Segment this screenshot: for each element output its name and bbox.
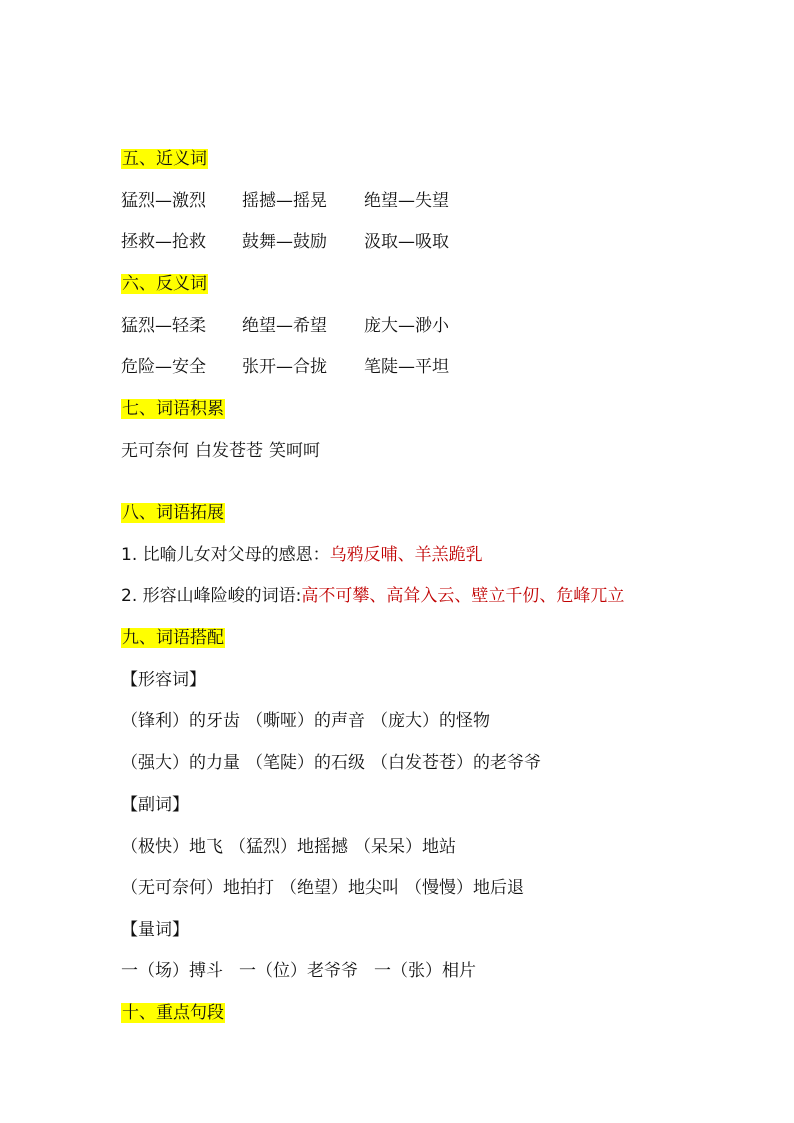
synonym-pair: 猛烈—激烈 [121, 191, 206, 211]
collocation-item: 一（位）老爷爷 [239, 961, 358, 981]
collocation-item: （猛烈）地摇撼 [229, 837, 348, 857]
extension-item-1 [121, 544, 483, 566]
adjective-row-2 [121, 752, 541, 774]
collocation-item: （嘶哑）的声音 [246, 711, 365, 731]
adjective-row-1 [121, 710, 490, 732]
extension-prompt: 2. 形容山峰险峻的词语: [121, 586, 302, 606]
section-8-heading: 八、词语拓展 [122, 503, 224, 523]
section-7-heading: 七、词语积累 [122, 399, 224, 419]
antonym-row-1 [121, 315, 449, 337]
synonym-row-2 [121, 231, 449, 253]
adverb-label: 【副词】 [121, 795, 189, 815]
section-8-heading-line [121, 502, 225, 524]
synonym-pair: 绝望—失望 [364, 191, 449, 211]
adverb-row-1 [121, 836, 456, 858]
collocation-item: 一（场）搏斗 [121, 961, 223, 981]
measure-word-label: 【量词】 [121, 920, 189, 940]
section-7-heading-line [121, 398, 225, 420]
synonym-pair: 拯救—抢救 [121, 232, 206, 252]
collocation-item: （锋利）的牙齿 [121, 711, 240, 731]
extension-answer: 乌鸦反哺、羊羔跪乳 [329, 545, 483, 565]
word-item: 白发苍苍 [195, 441, 263, 461]
synonym-pair: 摇撼—摇晃 [242, 191, 327, 211]
collocation-item: （绝望）地尖叫 [280, 878, 399, 898]
collocation-item: （强大）的力量 [121, 753, 240, 773]
section-6-heading: 六、反义词 [122, 274, 207, 294]
extension-item-2 [121, 585, 624, 607]
collocation-item: （庞大）的怪物 [371, 711, 490, 731]
collocation-item: （笔陡）的石级 [246, 753, 365, 773]
word-item: 无可奈何 [121, 441, 189, 461]
section-9-heading: 九、词语搭配 [122, 628, 224, 648]
collocation-item: （无可奈何）地拍打 [121, 878, 274, 898]
antonym-pair: 绝望—希望 [242, 316, 327, 336]
section-5-heading-line [121, 148, 208, 170]
word-accumulation-row [121, 440, 320, 462]
section-10-heading-line [121, 1002, 225, 1024]
synonym-row-1 [121, 190, 449, 212]
adverb-row-2 [121, 877, 524, 899]
antonym-pair: 危险—安全 [121, 357, 206, 377]
adjective-label: 【形容词】 [121, 670, 206, 690]
word-item: 笑呵呵 [269, 441, 320, 461]
collocation-item: （慢慢）地后退 [405, 878, 524, 898]
antonym-pair: 张开—合拢 [242, 357, 327, 377]
antonym-pair: 猛烈—轻柔 [121, 316, 206, 336]
section-9-heading-line [121, 627, 225, 649]
measure-word-row [121, 960, 476, 982]
antonym-pair: 笔陡—平坦 [364, 357, 449, 377]
antonym-pair: 庞大—渺小 [364, 316, 449, 336]
collocation-item: 一（张）相片 [374, 961, 476, 981]
collocation-item: （白发苍苍）的老爷爷 [371, 753, 541, 773]
synonym-pair: 鼓舞—鼓励 [242, 232, 327, 252]
section-6-heading-line [121, 273, 208, 295]
extension-answer: 高不可攀、高耸入云、壁立千仞、危峰兀立 [301, 586, 625, 606]
collocation-item: （极快）地飞 [121, 837, 223, 857]
section-10-heading: 十、重点句段 [122, 1003, 224, 1023]
section-5-heading: 五、近义词 [122, 149, 207, 169]
extension-prompt: 1. 比喻儿女对父母的感恩： [121, 545, 330, 565]
collocation-item: （呆呆）地站 [354, 837, 456, 857]
antonym-row-2 [121, 356, 449, 378]
synonym-pair: 汲取—吸取 [364, 232, 449, 252]
